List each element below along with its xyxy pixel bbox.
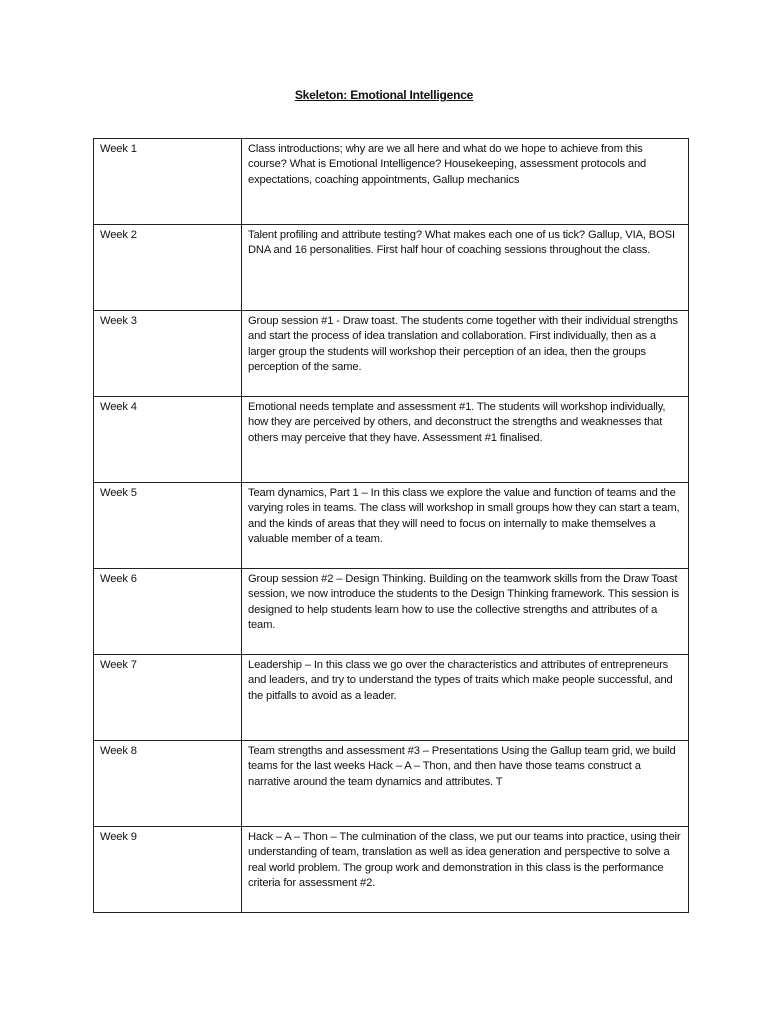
course-schedule-table <box>93 138 689 913</box>
table-row-week-3 <box>94 311 689 397</box>
table-row-week-4 <box>94 397 689 483</box>
week-label: Week 8 <box>94 741 242 827</box>
week-description: Group session #2 – Design Thinking. Building on the teamwork skills from the Draw Toast session, we now introduce the students to the Design Thinking framework. This session is designed to help students learn how to use the collective strengths and attributes of a team. <box>242 569 689 655</box>
table-row-week-1 <box>94 139 689 225</box>
week-label: Week 6 <box>94 569 242 655</box>
table-row-week-9 <box>94 827 689 913</box>
week-label: Week 9 <box>94 827 242 913</box>
week-label: Week 5 <box>94 483 242 569</box>
week-label: Week 4 <box>94 397 242 483</box>
week-label: Week 3 <box>94 311 242 397</box>
week-description: Group session #1 - Draw toast. The students come together with their individual strengths and start the process of idea translation and collaboration. First individually, then as a larger group the students will workshop their perception of an idea, then the groups perception of the same. <box>242 311 689 397</box>
table-row-week-2 <box>94 225 689 311</box>
week-description: Hack – A – Thon – The culmination of the class, we put our teams into practice, using their understanding of team, translation as well as idea generation and perspective to solve a real world problem. The group work and demonstration in this class is the performance criteria for assessment #2. <box>242 827 689 913</box>
week-label: Week 1 <box>94 139 242 225</box>
week-description: Team dynamics, Part 1 – In this class we explore the value and function of teams and the varying roles in teams. The class will workshop in small groups how they can start a team, and the kinds of areas that they will need to focus on internally to make themselves a valuable member of a team. <box>242 483 689 569</box>
table-row-week-6 <box>94 569 689 655</box>
week-label: Week 2 <box>94 225 242 311</box>
week-description: Team strengths and assessment #3 – Presentations Using the Gallup team grid, we build teams for the last weeks Hack – A – Thon, and then have those teams construct a narrative around the team dynamics and attributes. T <box>242 741 689 827</box>
table-row-week-5 <box>94 483 689 569</box>
table-row-week-7 <box>94 655 689 741</box>
week-description: Talent profiling and attribute testing? What makes each one of us tick? Gallup, VIA, BOSI DNA and 16 personalities. First half hour of coaching sessions throughout the class. <box>242 225 689 311</box>
week-description: Emotional needs template and assessment #1. The students will workshop individually, how they are perceived by others, and deconstruct the strengths and weaknesses that others may perceive that they have. Assessment #1 finalised. <box>242 397 689 483</box>
week-label: Week 7 <box>94 655 242 741</box>
document-title: Skeleton: Emotional Intelligence <box>294 88 474 102</box>
table-row-week-8 <box>94 741 689 827</box>
week-description: Leadership – In this class we go over the characteristics and attributes of entrepreneurs and leaders, and try to understand the types of traits which make people successful, and the pitfalls to avoid as a leader. <box>242 655 689 741</box>
week-description: Class introductions; why are we all here and what do we hope to achieve from this course? What is Emotional Intelligence? Housekeeping, assessment protocols and expectations, coaching appointments, Gallup mechanics <box>242 139 689 225</box>
